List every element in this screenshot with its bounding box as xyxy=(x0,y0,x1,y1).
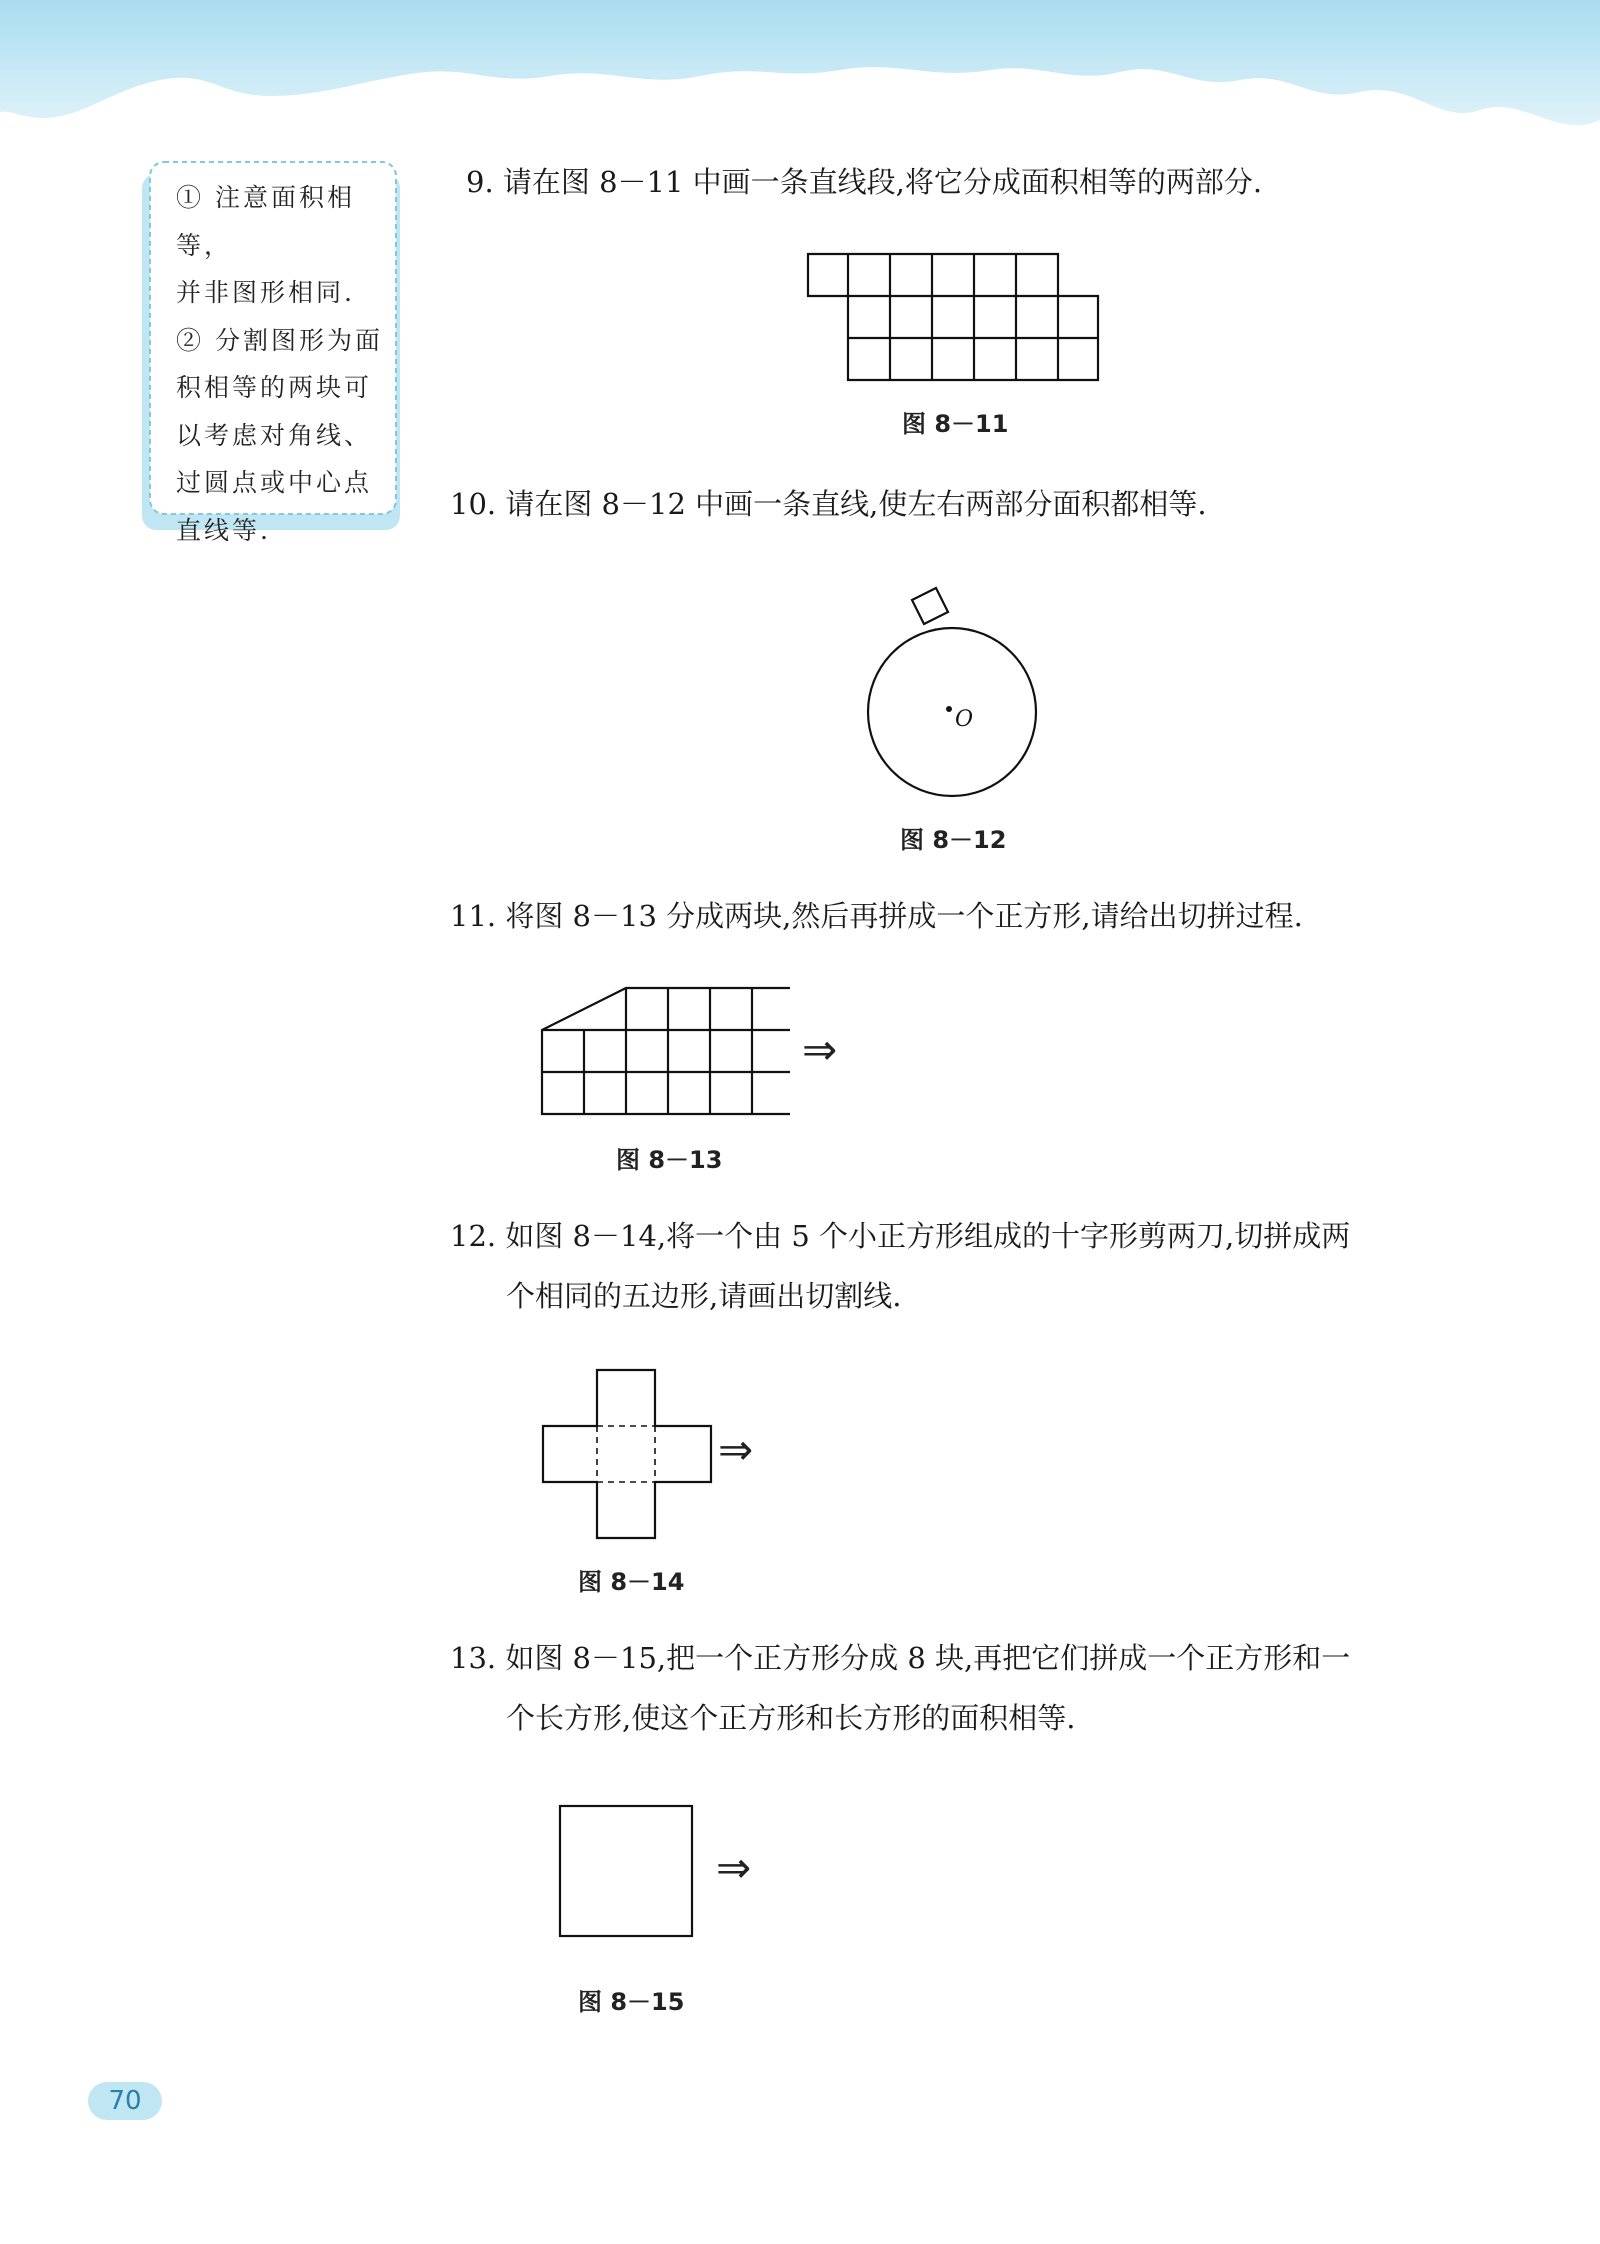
question-text-line2: 个长方形,使这个正方形和长方形的面积相等. xyxy=(506,1701,1076,1735)
figure-8-13 xyxy=(540,986,790,1118)
question-11 xyxy=(450,886,1303,946)
side-note xyxy=(140,160,402,545)
arrow-icon: ⇒ xyxy=(716,1843,752,1892)
side-note-line: ① 注意面积相等， xyxy=(176,183,355,260)
figure-caption: 图 8－12 xyxy=(900,826,1007,854)
side-note-line: 过圆点或中心点 xyxy=(176,468,373,497)
question-12 xyxy=(450,1206,1350,1326)
question-number: 13. xyxy=(450,1641,497,1675)
figure-caption: 图 8－13 xyxy=(616,1146,723,1174)
question-text: 如图 8－15,把一个正方形分成 8 块,再把它们拼成一个正方形和一 xyxy=(505,1641,1351,1675)
question-text-line2: 个相同的五边形,请画出切割线. xyxy=(506,1279,902,1313)
question-text: 请在图 8－11 中画一条直线段,将它分成面积相等的两部分. xyxy=(502,165,1263,199)
arrow-icon: ⇒ xyxy=(718,1425,754,1474)
side-note-line: 以考虑对角线、 xyxy=(176,420,373,450)
question-number: 9. xyxy=(466,165,494,199)
question-13 xyxy=(450,1628,1350,1748)
question-number: 10. xyxy=(450,487,497,521)
question-text: 将图 8－13 分成两块,然后再拼成一个正方形,请给出切拼过程. xyxy=(505,899,1303,933)
page-number: 70 xyxy=(88,2082,162,2120)
question-text: 请在图 8－12 中画一条直线,使左右两部分面积都相等. xyxy=(505,487,1207,521)
arrow-icon: ⇒ xyxy=(802,1025,838,1074)
question-number: 11. xyxy=(450,899,497,933)
question-number: 12. xyxy=(450,1219,497,1253)
figure-caption: 图 8－14 xyxy=(578,1568,685,1596)
figure-caption: 图 8－11 xyxy=(902,410,1009,438)
side-note-text xyxy=(176,174,400,554)
center-label: O xyxy=(955,707,974,732)
side-note-line: 并非图形相同. xyxy=(176,278,355,307)
question-10 xyxy=(450,474,1207,534)
figure-8-15 xyxy=(558,1804,696,1940)
figure-caption: 图 8－15 xyxy=(578,1988,685,2016)
figure-8-11 xyxy=(806,252,1102,384)
side-note-line: ② 分割图形为面 xyxy=(176,325,383,355)
question-9 xyxy=(466,152,1262,212)
question-text: 如图 8－14,将一个由 5 个小正方形组成的十字形剪两刀,切拼成两 xyxy=(505,1219,1351,1253)
side-note-line: 直线等. xyxy=(176,515,271,545)
top-banner xyxy=(0,0,1600,160)
figure-8-12 xyxy=(856,566,1042,816)
figure-8-14 xyxy=(541,1368,721,1540)
side-note-line: 积相等的两块可 xyxy=(176,373,373,402)
